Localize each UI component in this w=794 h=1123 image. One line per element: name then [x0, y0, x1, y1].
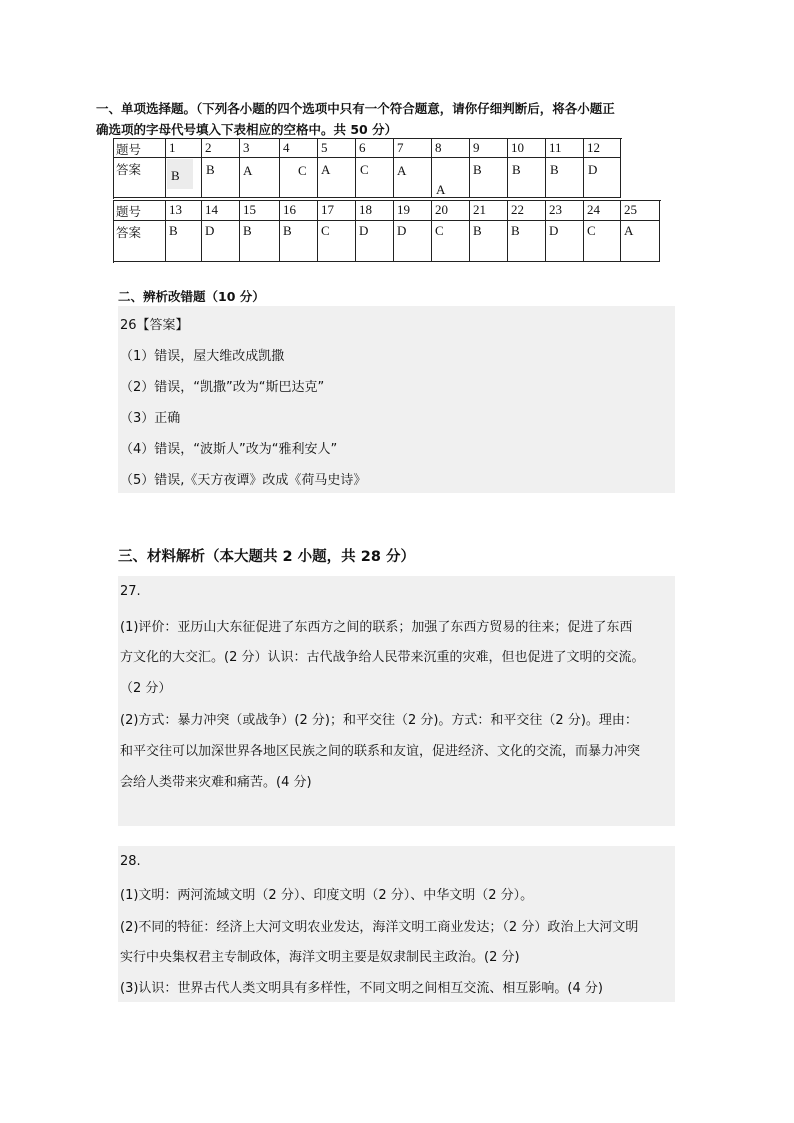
row2-answer-cell: B — [280, 221, 318, 262]
row1-num-cell: 5 — [318, 138, 356, 158]
row2-num-cell: 16 — [280, 200, 318, 221]
row1-answer-value: B — [550, 162, 559, 177]
q27-line-2: 方文化的大交汇。(2 分）认识：古代战争给人民带来沉重的灾难，但也促进了文明的交流。 — [120, 650, 645, 665]
row1-num-cell: 2 — [202, 138, 240, 158]
row2-num-cell: 14 — [202, 200, 240, 221]
row2-num-cell: 19 — [394, 200, 432, 221]
q27-header: 27. — [120, 584, 141, 599]
row1-answer-value: A — [243, 163, 253, 178]
row2-num-cell: 20 — [432, 200, 470, 221]
q28-line-3: 实行中央集权君主专制政体，海洋文明主要是奴隶制民主政治。(2 分) — [120, 950, 520, 965]
q27-line-3: （2 分） — [120, 681, 172, 696]
row2-num-cell: 17 — [318, 200, 356, 221]
row2-num-cell: 18 — [356, 200, 394, 221]
row2-answer-cell: B — [240, 221, 280, 262]
row1-num-cell: 1 — [166, 138, 202, 158]
row-label-ans: 答案 — [113, 158, 166, 198]
row2-num-cell: 21 — [470, 200, 508, 221]
row1-answer-value: B — [512, 162, 521, 177]
row2-answer-cell: D — [356, 221, 394, 262]
q27-panel — [118, 576, 675, 826]
row1-num-cell: 11 — [546, 138, 584, 158]
row1-num-cell: 8 — [432, 138, 470, 158]
row1-answer-value: A — [436, 182, 446, 197]
row1-answer-value: B — [171, 168, 180, 183]
section1-title — [96, 98, 696, 140]
row1-answer-value: B — [206, 162, 215, 177]
row1-answer-value: A — [397, 163, 407, 178]
row1-num-cell: 12 — [584, 138, 621, 158]
section1-title-line2: 确选项的字母代号填入下表相应的空格中。共 50 分） — [96, 122, 398, 137]
q27-line-6: 会给人类带来灾难和痛苦。(4 分) — [120, 775, 312, 790]
row1-answer-value: C — [298, 163, 307, 178]
q28-panel — [118, 846, 675, 1002]
row2-answer-cell: C — [584, 221, 621, 262]
section2-title: 二、辨析改错题（10 分） — [118, 289, 265, 304]
row1-num-cell: 9 — [470, 138, 508, 158]
q28-line-1: (1)文明：两河流域文明（2 分）、印度文明（2 分）、中华文明（2 分）。 — [120, 888, 534, 903]
q28-line-4: (3)认识：世界古代人类文明具有多样性，不同文明之间相互交流、相互影响。(4 分) — [120, 981, 603, 996]
row2-answer-cell: D — [394, 221, 432, 262]
row1-num-cell: 10 — [508, 138, 546, 158]
row1-answer-value: A — [321, 162, 331, 177]
row1-num-cell: 3 — [240, 138, 280, 158]
q26-item-3: （3）正确 — [120, 411, 181, 426]
q28-header: 28. — [120, 854, 141, 869]
row2-answer-cell: A — [621, 221, 660, 262]
row1-answer-value: C — [360, 162, 369, 177]
section1-title-line1: 一、单项选择题。（下列各小题的四个选项中只有一个符合题意，请你仔细判断后，将各小题正 — [96, 101, 615, 116]
row1-num-cell: 4 — [280, 138, 318, 158]
row-label-ans-2: 答案 — [113, 221, 166, 262]
row-label-num: 题号 — [113, 138, 166, 158]
q26-item-2: （2）错误，“凯撒”改为“斯巴达克” — [120, 380, 325, 395]
row-label-num-2: 题号 — [113, 200, 166, 221]
row2-answer-cell: D — [546, 221, 584, 262]
row2-num-cell: 25 — [621, 200, 660, 221]
row2-num-cell: 13 — [166, 200, 202, 221]
row2-answer-cell: C — [318, 221, 356, 262]
section2-panel — [118, 306, 675, 493]
section3-title: 三、材料解析（本大题共 2 小题，共 28 分） — [118, 549, 415, 565]
q26-item-4: （4）错误，“波斯人”改为“雅利安人” — [120, 442, 338, 457]
q27-line-5: 和平交往可以加深世界各地区民族之间的联系和友谊，促进经济、文化的交流，而暴力冲突 — [120, 744, 641, 759]
q28-line-2: (2)不同的特征：经济上大河文明农业发达，海洋文明工商业发达；（2 分）政治上大河文明 — [120, 920, 639, 935]
row2-answer-cell: B — [508, 221, 546, 262]
row1-answer-value: D — [588, 162, 598, 177]
q26-item-1: （1）错误，屋大维改成凯撒 — [120, 349, 285, 364]
row1-answer-value: B — [473, 162, 482, 177]
row2-answer-cell: B — [470, 221, 508, 262]
row2-num-cell: 22 — [508, 200, 546, 221]
row2-answer-cell: D — [202, 221, 240, 262]
row1-num-cell: 7 — [394, 138, 432, 158]
q27-line-1: (1)评价：亚历山大东征促进了东西方之间的联系；加强了东西方贸易的往来；促进了东西 — [120, 620, 633, 635]
row2-answer-cell: C — [432, 221, 470, 262]
row2-num-cell: 15 — [240, 200, 280, 221]
row2-num-cell: 24 — [584, 200, 621, 221]
q27-line-4: (2)方式：暴力冲突（或战争）(2 分)；和平交往（2 分)。方式：和平交往（2 分)。理由： — [120, 713, 638, 728]
row2-num-cell: 23 — [546, 200, 584, 221]
q26-item-5: （5）错误,《天方夜谭》改成《荷马史诗》 — [120, 473, 367, 488]
row2-answer-cell: B — [166, 221, 202, 262]
q26-header: 26【答案】 — [120, 318, 189, 333]
row1-num-cell: 6 — [356, 138, 394, 158]
